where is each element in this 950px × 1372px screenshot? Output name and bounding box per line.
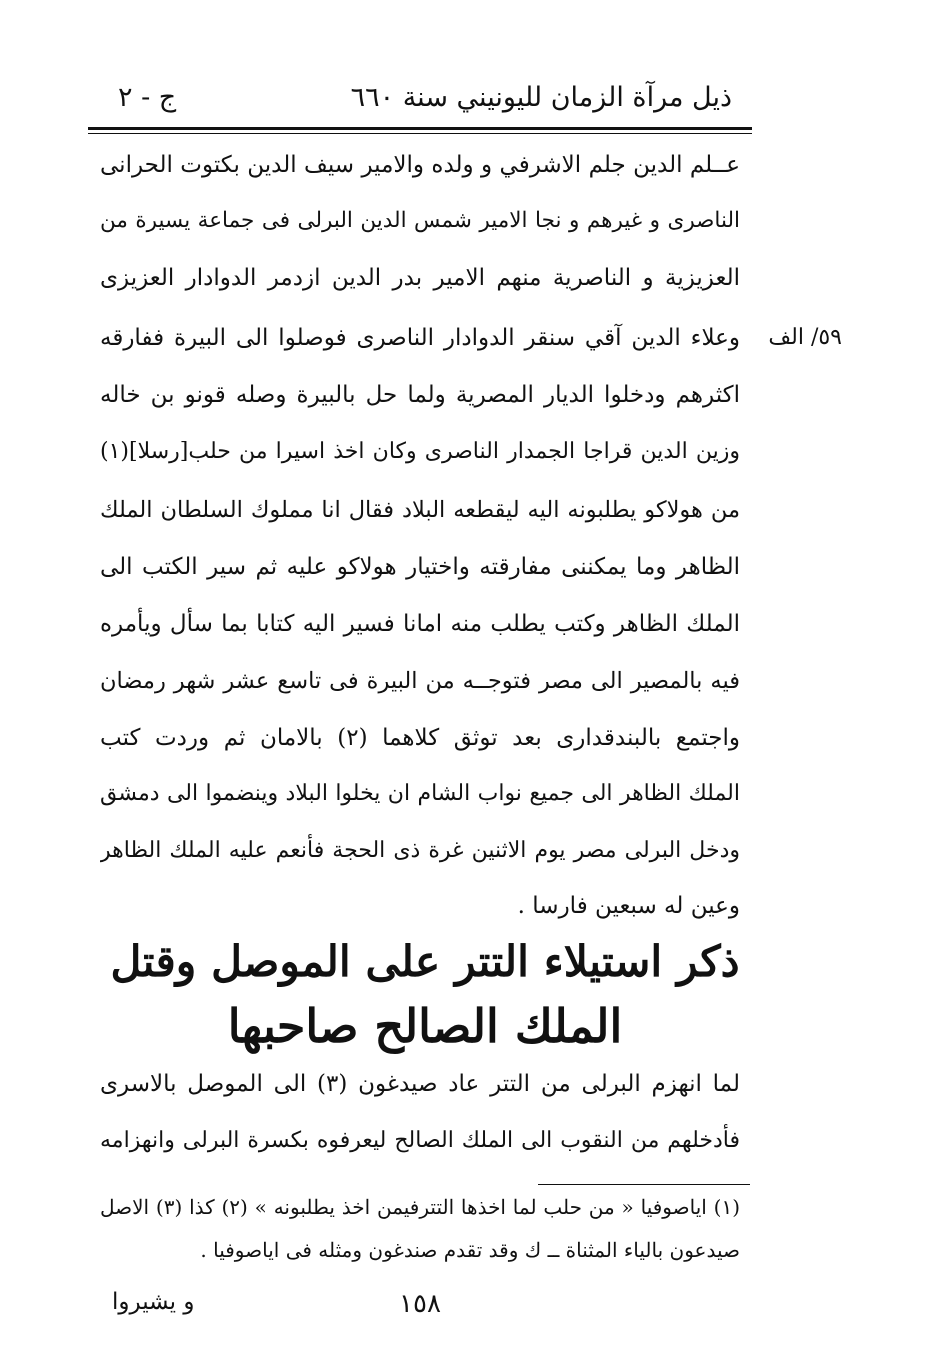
section-heading-line2: الملك الصالح صاحبها — [227, 999, 623, 1053]
footnote-rule — [538, 1184, 750, 1185]
body-line: الظاهر وما يمكننى مفارقته واختيار هولاكو عليه ثم سير الكتب الى — [100, 554, 740, 580]
header-rule — [88, 127, 752, 130]
body-line: العزيزية و الناصرية منهم الامير بدر الدين ازدمر الدوادار العزيزى — [100, 265, 740, 291]
footnote-line: (١) اياصوفيا « من حلب لما اخذها التترفيمن اخذ يطلبونه » (٢) كذا (٣) الاصل — [100, 1195, 740, 1219]
body-line: عــلم الدين جلم الاشرفي و ولده والامير سيف الدين بكتوت الحرانى — [100, 152, 740, 178]
footnote-line: صيدعون بالياء المثناة ــ ك وقد تقدم صندغون ومثله فى اياصوفيا . — [200, 1238, 740, 1262]
body-line: اكثرهم ودخلوا الديار المصرية ولما حل بالبيرة وصله قونو بن خاله — [100, 382, 740, 408]
margin-folio-note: ٥٩/ الف — [768, 325, 842, 350]
body-line: الملك الظاهر الى جميع نواب الشام ان يخلوا البلاد وينضموا الى دمشق — [100, 781, 740, 806]
section-heading-line1: ذكر استيلاء التتر على الموصل وقتل — [110, 937, 740, 987]
page-number: ١٥٨ — [399, 1289, 441, 1319]
running-header-title: ذيل مرآة الزمان لليونيني سنة ٦٦٠ — [350, 82, 732, 113]
body-line: الناصرى و غيرهم و نجا الامير شمس الدين البرلى فى جماعة يسيرة من — [100, 208, 740, 233]
body-line: واجتمع بالبندقدارى بعد توثق كلاهما (٢) بالامان ثم وردت كتب — [100, 725, 740, 751]
running-header-volume: ج - ٢ — [118, 82, 177, 113]
body-line: وعين له سبعين فارسا . — [517, 893, 740, 919]
body-line: ودخل البرلى مصر يوم الاثنين غرة ذى الحجة فأنعم عليه الملك الظاهر — [100, 838, 740, 863]
body-line: وزين الدين قراجا الجمدار الناصرى وكان اخذ اسيرا من حلب[رسلا](١) — [100, 439, 740, 464]
header-rule-thin — [88, 133, 752, 134]
body-line: فيه بالمصير الى مصر فتوجــه من البيرة فى تاسع عشر شهر رمضان — [100, 668, 740, 694]
body-line: الملك الظاهر وكتب يطلب منه امانا فسير اليه كتابا بما سأل ويأمره — [100, 611, 740, 637]
catchword: و يشيروا — [112, 1289, 195, 1315]
body-line: وعلاء الدين آقي سنقر الدوادار الناصرى فوصلوا الى البيرة ففارقه — [100, 325, 740, 351]
section-line: لما انهزم البرلى من التتر عاد صيدغون (٣) الى الموصل بالاسرى — [100, 1071, 740, 1097]
section-line: فأدخلهم من النقوب الى الملك الصالح ليعرفوه بكسرة البرلى وانهزامه — [100, 1128, 740, 1153]
body-line: من هولاكو يطلبونه اليه ليقطعه البلاد فقال انا مملوك السلطان الملك — [100, 497, 740, 523]
